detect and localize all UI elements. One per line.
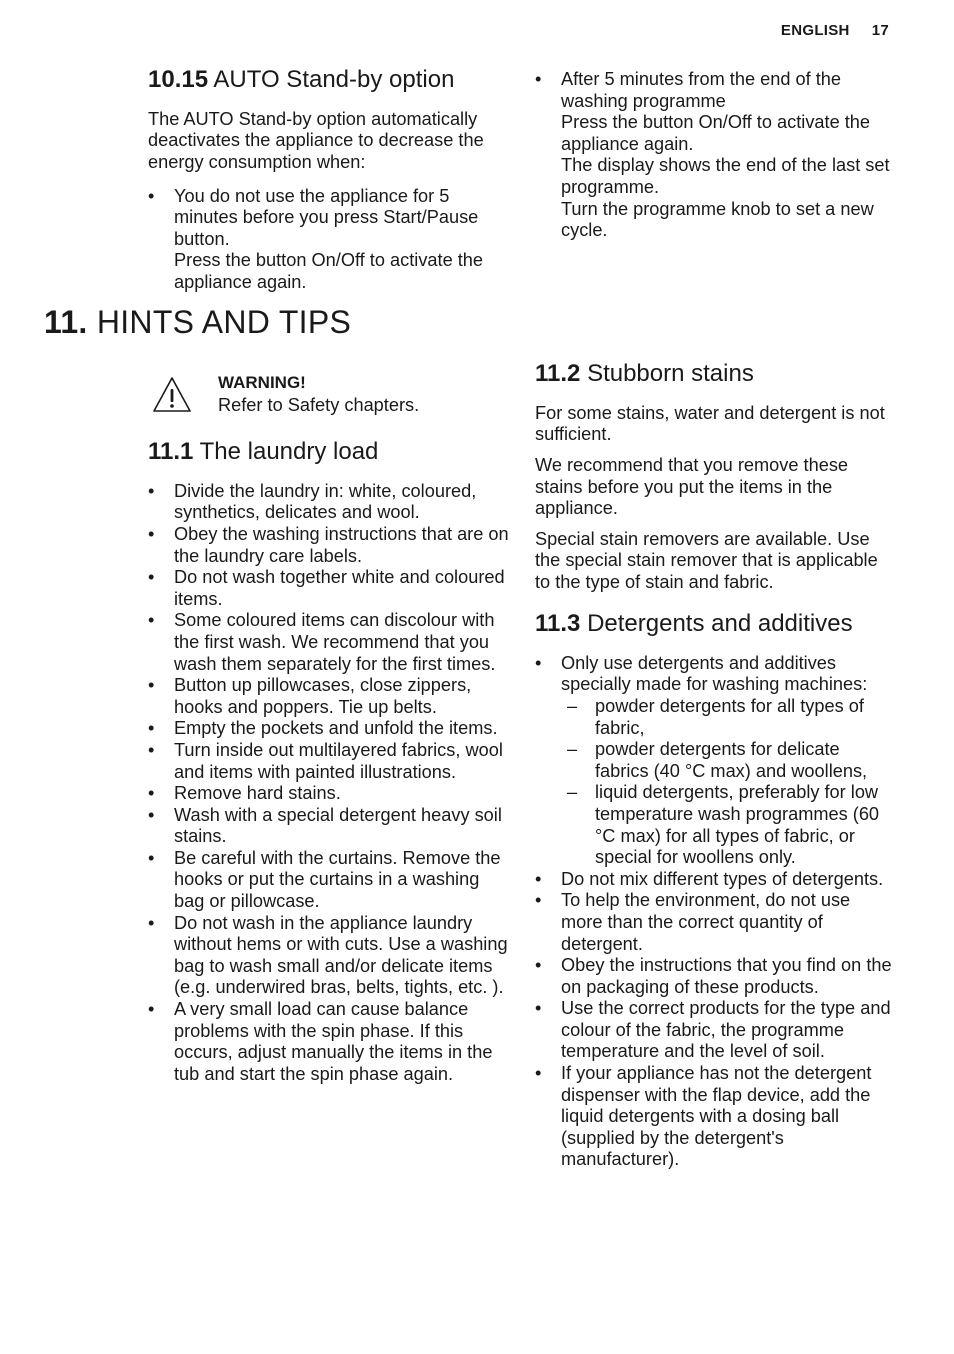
section-11-1 (148, 438, 510, 1085)
section-11-3 (535, 610, 895, 1171)
section-number: 11.1 (148, 438, 194, 465)
section-10-15-list-continued (535, 69, 895, 242)
detergents-list-continued (535, 869, 895, 1171)
list-item: • Obey the washing instructions that are on the laundry care labels. (148, 524, 510, 567)
sub-list-item: – powder detergents for all types of fabric, (561, 696, 895, 739)
section-number: 11.3 (535, 610, 581, 637)
detergents-list (535, 653, 895, 869)
list-item (535, 653, 895, 869)
section-number: 11.2 (535, 360, 581, 387)
warning-title: WARNING! (218, 373, 306, 392)
section-11-2 (535, 360, 895, 603)
list-item-text: • Only use detergents and additives specially made for washing machines: (561, 652, 868, 695)
list-item (148, 186, 510, 294)
list-item-line: • After 5 minutes from the end of the washing programme (561, 69, 842, 111)
list-item (535, 69, 895, 242)
list-item: • Remove hard stains. (148, 783, 510, 805)
list-item: • If your appliance has not the detergent dispenser with the flap device, add the liquid detergents with a dosing ball (supplied by the detergent's manufacturer). (535, 1063, 895, 1171)
warning-text-block (218, 372, 419, 416)
warning-text: Refer to Safety chapters. (218, 395, 420, 415)
section-10-15-right (535, 69, 895, 242)
section-title: Detergents and additives (587, 610, 853, 637)
list-item: • Turn inside out multilayered fabrics, wool and items with painted illustrations. (148, 740, 510, 783)
list-item-line: The display shows the end of the last set programme. (561, 155, 890, 197)
section-title: AUTO Stand-by option (213, 66, 455, 93)
warning-icon (152, 376, 192, 414)
list-item: • Do not wash together white and coloured items. (148, 567, 510, 610)
section-10-15-left (148, 66, 510, 294)
section-10-15-heading (148, 66, 510, 95)
section-10-15-list (148, 186, 510, 294)
list-item: • Be careful with the curtains. Remove the hooks or put the curtains in a washing bag or pillowcase. (148, 848, 510, 913)
list-item-line: Press the button On/Off to activate the appliance again. (561, 112, 871, 154)
chapter-number: 11. (44, 304, 88, 340)
list-item: • Divide the laundry in: white, coloured, synthetics, delicates and wool. (148, 481, 510, 524)
section-11-2-heading (535, 360, 895, 389)
chapter-11-heading (44, 304, 351, 341)
section-11-3-heading (535, 610, 895, 639)
paragraph: Special stain removers are available. Use the special stain remover that is applicable to the type of stain and fabric. (535, 528, 878, 592)
sub-list-item: – liquid detergents, preferably for low temperature wash programmes (60 °C max) for all types of fabric, or special for woollens only. (561, 782, 895, 868)
list-item: • Button up pillowcases, close zippers, hooks and poppers. Tie up belts. (148, 675, 510, 718)
list-item: • Obey the instructions that you find on the on packaging of these products. (535, 955, 895, 998)
header-language: ENGLISH (780, 22, 850, 39)
section-11-1-heading (148, 438, 510, 467)
page-number: 17 (871, 22, 889, 39)
list-item: • Do not wash in the appliance laundry without hems or with cuts. Use a washing bag to wash small and/or delicate items (e.g. underwired bras, belts, tights, etc. ). (148, 913, 510, 999)
section-number: 10.15 (148, 66, 209, 93)
list-item: • Wash with a special detergent heavy soil stains. (148, 805, 510, 848)
paragraph: For some stains, water and detergent is not sufficient. (535, 402, 885, 445)
section-title: Stubborn stains (587, 360, 754, 387)
list-item: • Do not mix different types of detergents. (535, 869, 895, 891)
list-item: • Use the correct products for the type and colour of the fabric, the programme temperature and the level of soil. (535, 998, 895, 1063)
page-header (781, 22, 889, 39)
list-item-line: Turn the programme knob to set a new cycle. (561, 198, 874, 241)
list-item: • To help the environment, do not use more than the correct quantity of detergent. (535, 890, 895, 955)
section-10-15-intro: The AUTO Stand-by option automatically deactivates the appliance to decrease the energy consumption when: (148, 108, 484, 172)
sub-list-item: – powder detergents for delicate fabrics (40 °C max) and woollens, (561, 739, 895, 782)
list-item-line: Press the button On/Off to activate the appliance again. (174, 250, 484, 292)
list-item-line: • You do not use the appliance for 5 minutes before you press Start/Pause button. (174, 185, 479, 249)
paragraph: We recommend that you remove these stains before you put the items in the appliance. (535, 454, 849, 519)
list-item: • Empty the pockets and unfold the items. (148, 718, 510, 740)
chapter-title: HINTS AND TIPS (96, 304, 352, 340)
list-item: • Some coloured items can discolour with the first wash. We recommend that you wash them separately for the first times. (148, 610, 510, 675)
list-item: • A very small load can cause balance problems with the spin phase. If this occurs, adjust manually the items in the tub and start the spin phase again. (148, 999, 510, 1085)
laundry-load-list (148, 481, 510, 1086)
detergent-types-list (561, 696, 895, 869)
section-title: The laundry load (199, 438, 379, 465)
